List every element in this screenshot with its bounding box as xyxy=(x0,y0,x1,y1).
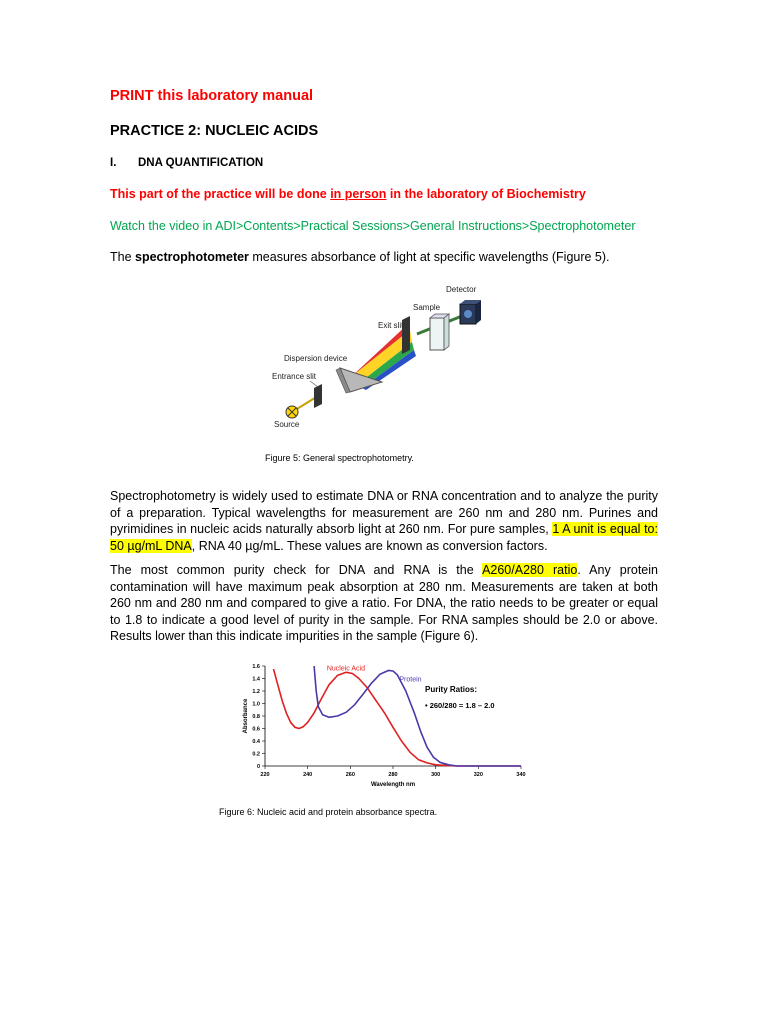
x-axis-label: Wavelength nm xyxy=(370,782,416,788)
y-tick-label: 0.6 xyxy=(252,726,260,733)
paragraph1-text-a: Spectrophotometry is widely used to estimate DNA or RNA concentration and to analyze the purity of a preparation. Typical wavelengths for measurement are 260 nm and 280 nm. Purines and pyrimidines in nucleic acids naturally absorb light at 260 nm. For pure samples, xyxy=(110,489,658,536)
purity-ratios-value: • 260/280 = 1.8 – 2.0 xyxy=(425,701,495,710)
detector-label: Detector xyxy=(446,285,477,294)
figure5-caption: Figure 5: General spectrophotometry. xyxy=(265,453,414,463)
y-tick-label: 1.2 xyxy=(252,689,260,695)
y-tick-label: 0.8 xyxy=(252,714,260,720)
paragraph2-text-b: . Any protein contamination will have maximum peak absorption at 280 nm. Measurements are taken at both 260 nm and 280 nm and compared to give a ratio. For DNA, the ratio needs to be greater or equal to 1.8 to indicate a good level of purity in the sample. For RNA samples should be 2.0 or above. Results lower than this indicate impurities in the sample (Figure 6). xyxy=(110,563,658,643)
notice-underlined-text: in person xyxy=(330,187,387,201)
y-tick-label: 0 xyxy=(256,764,260,770)
section-title: DNA QUANTIFICATION xyxy=(138,157,264,169)
y-tick-label: 1.6 xyxy=(252,664,260,670)
intro-text-before: The xyxy=(110,250,136,264)
x-tick-label: 220 xyxy=(260,772,270,778)
intro-text-after: measures absorbance of light at specific wavelengths (Figure 5). xyxy=(248,250,610,264)
source-label: Source xyxy=(274,420,300,429)
y-tick-label: 0.2 xyxy=(252,751,260,758)
dispersion-device-label: Dispersion device xyxy=(284,354,348,363)
print-title: PRINT this laboratory manual xyxy=(110,88,314,104)
paragraph2-text-a: The most common purity check for DNA and RNA is the xyxy=(110,563,483,577)
exit-slit-label: Exit slit xyxy=(378,321,404,330)
spectrophotometer-diagram xyxy=(262,280,502,440)
entrance-slit-label: Entrance slit xyxy=(272,372,317,381)
intro-bold-term: spectrophotometer xyxy=(135,250,249,264)
x-tick-label: 280 xyxy=(388,772,398,778)
notice-text-after: in the laboratory of Biochemistry xyxy=(386,187,586,201)
intro-sentence xyxy=(110,250,610,264)
video-instruction: Watch the video in ADI>Contents>Practical Sessions>General Instructions>Spectrophotometer xyxy=(110,219,636,233)
practice-title: PRACTICE 2: NUCLEIC ACIDS xyxy=(110,123,319,139)
paragraph1-text-b: , RNA 40 µg/mL. These values are known as conversion factors. xyxy=(191,538,548,553)
absorbance-spectra-chart xyxy=(235,658,535,793)
y-tick-label: 1.0 xyxy=(252,701,260,708)
x-tick-label: 300 xyxy=(431,772,441,778)
paragraph-purity-check xyxy=(110,562,658,645)
series-label-protein: Protein xyxy=(399,676,422,684)
y-tick-label: 1.4 xyxy=(252,676,260,683)
entrance-slit-icon xyxy=(314,384,322,408)
notice-text-before: This part of the practice will be done xyxy=(110,187,331,201)
paragraph-spectrophotometry xyxy=(110,488,658,554)
y-axis-label: Absorbance xyxy=(243,698,249,734)
sample-label: Sample xyxy=(413,303,441,312)
section-number: I. xyxy=(110,157,117,169)
paragraph2-highlight: A260/A280 ratio xyxy=(482,563,578,577)
figure6-caption: Figure 6: Nucleic acid and protein absorbance spectra. xyxy=(219,807,438,817)
x-tick-label: 320 xyxy=(473,772,483,778)
purity-ratios-title: Purity Ratios: xyxy=(425,685,478,694)
x-tick-label: 240 xyxy=(303,772,313,778)
y-tick-label: 0.4 xyxy=(252,739,260,745)
in-person-notice xyxy=(110,187,586,201)
section-heading xyxy=(110,157,263,169)
series-line-nucleic-acid xyxy=(274,669,522,766)
series-label-nucleic-acid: Nucleic Acid xyxy=(326,665,366,673)
x-tick-label: 340 xyxy=(516,772,526,778)
sample-cuvette-icon xyxy=(430,318,444,350)
paragraph1-highlight: 1 A unit is equal to: 50 µg/mL DNA xyxy=(110,522,658,553)
x-tick-label: 260 xyxy=(345,772,355,778)
